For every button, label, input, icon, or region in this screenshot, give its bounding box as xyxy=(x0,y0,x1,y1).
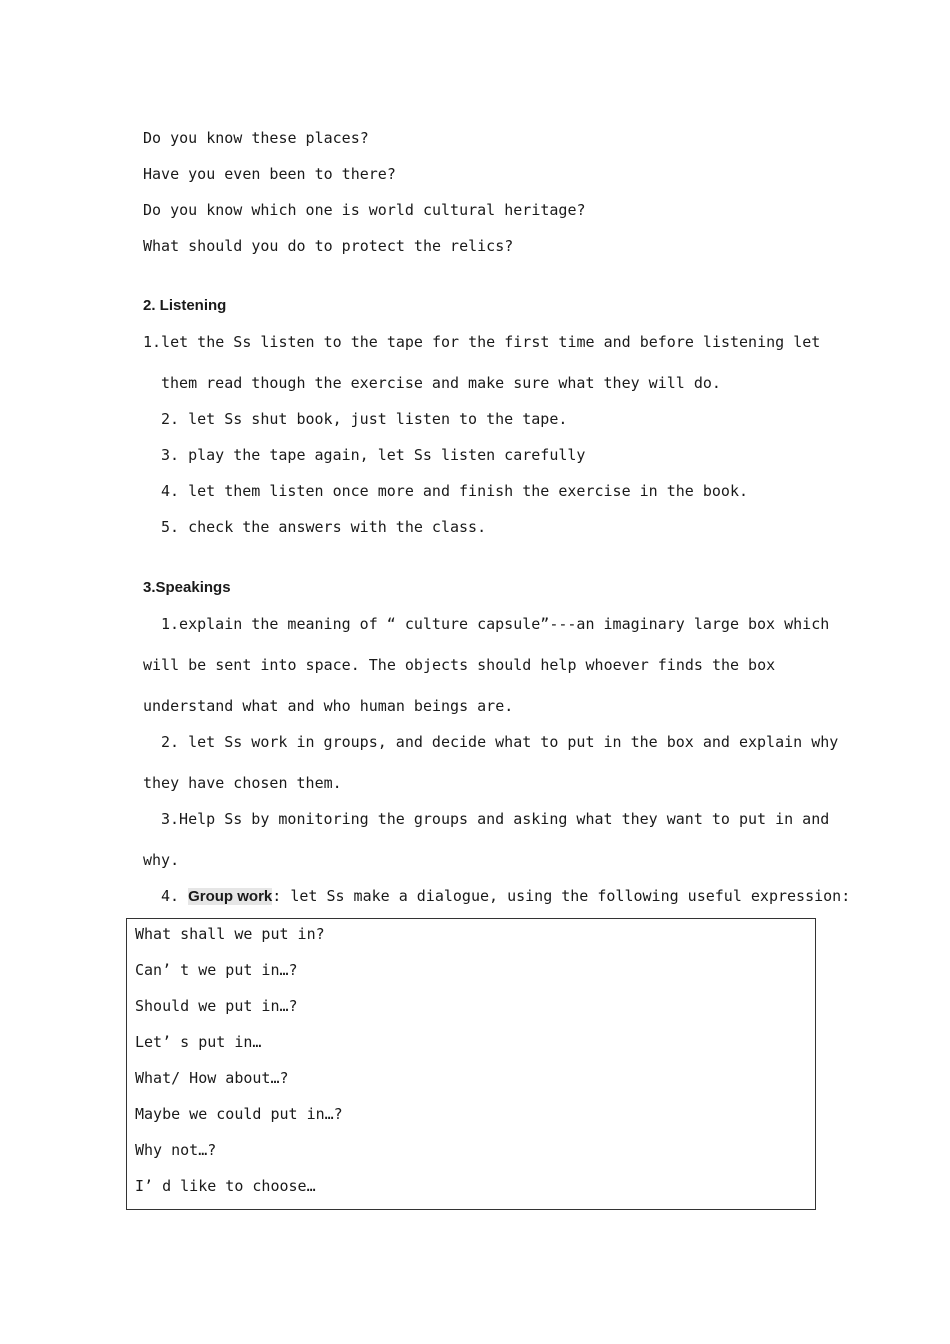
listening-step-1: 1.let the Ss listen to the tape for the first time and before listening let xyxy=(143,333,821,351)
listening-heading: 2. Listening xyxy=(143,297,227,314)
expression-line: Should we put in…? xyxy=(135,997,298,1015)
expression-line: Can’ t we put in…? xyxy=(135,961,298,979)
expression-line: I’ d like to choose… xyxy=(135,1177,316,1195)
intro-question-2: Have you even been to there? xyxy=(143,165,396,183)
speakings-heading: 3.Speakings xyxy=(143,579,231,596)
listening-step-1-cont: them read though the exercise and make sure what they will do. xyxy=(161,374,721,392)
speakings-step-4 xyxy=(161,886,850,907)
listening-step-2: 2. let Ss shut book, just listen to the tape. xyxy=(161,410,568,428)
speakings-step-3-cont: why. xyxy=(143,851,180,869)
step-4-number: 4. xyxy=(161,887,189,905)
listening-step-5: 5. check the answers with the class. xyxy=(161,518,487,536)
listening-step-3: 3. play the tape again, let Ss listen carefully xyxy=(161,446,586,464)
group-work-highlight: Group work xyxy=(188,888,273,905)
expression-line: What shall we put in? xyxy=(135,925,325,943)
listening-step-4: 4. let them listen once more and finish the exercise in the book. xyxy=(161,482,748,500)
expression-line: Why not…? xyxy=(135,1141,217,1159)
speakings-step-2: 2. let Ss work in groups, and decide what to put in the box and explain why xyxy=(161,733,839,751)
step-4-text: : let Ss make a dialogue, using the following useful expression: xyxy=(272,887,851,905)
expression-line: Let’ s put in… xyxy=(135,1033,262,1051)
expressions-box xyxy=(126,918,816,1210)
speakings-step-1-cont-a: will be sent into space. The objects should help whoever finds the box xyxy=(143,656,776,674)
speakings-step-2-cont: they have chosen them. xyxy=(143,774,342,792)
speakings-step-3: 3.Help Ss by monitoring the groups and asking what they want to put in and xyxy=(161,810,830,828)
intro-question-3: Do you know which one is world cultural heritage? xyxy=(143,201,586,219)
expression-line: Maybe we could put in…? xyxy=(135,1105,343,1123)
speakings-step-1-cont-b: understand what and who human beings are. xyxy=(143,697,514,715)
expression-line: What/ How about…? xyxy=(135,1069,289,1087)
intro-question-4: What should you do to protect the relics? xyxy=(143,237,514,255)
speakings-step-1: 1.explain the meaning of “ culture capsule”---an imaginary large box which xyxy=(161,615,830,633)
intro-question-1: Do you know these places? xyxy=(143,129,369,147)
